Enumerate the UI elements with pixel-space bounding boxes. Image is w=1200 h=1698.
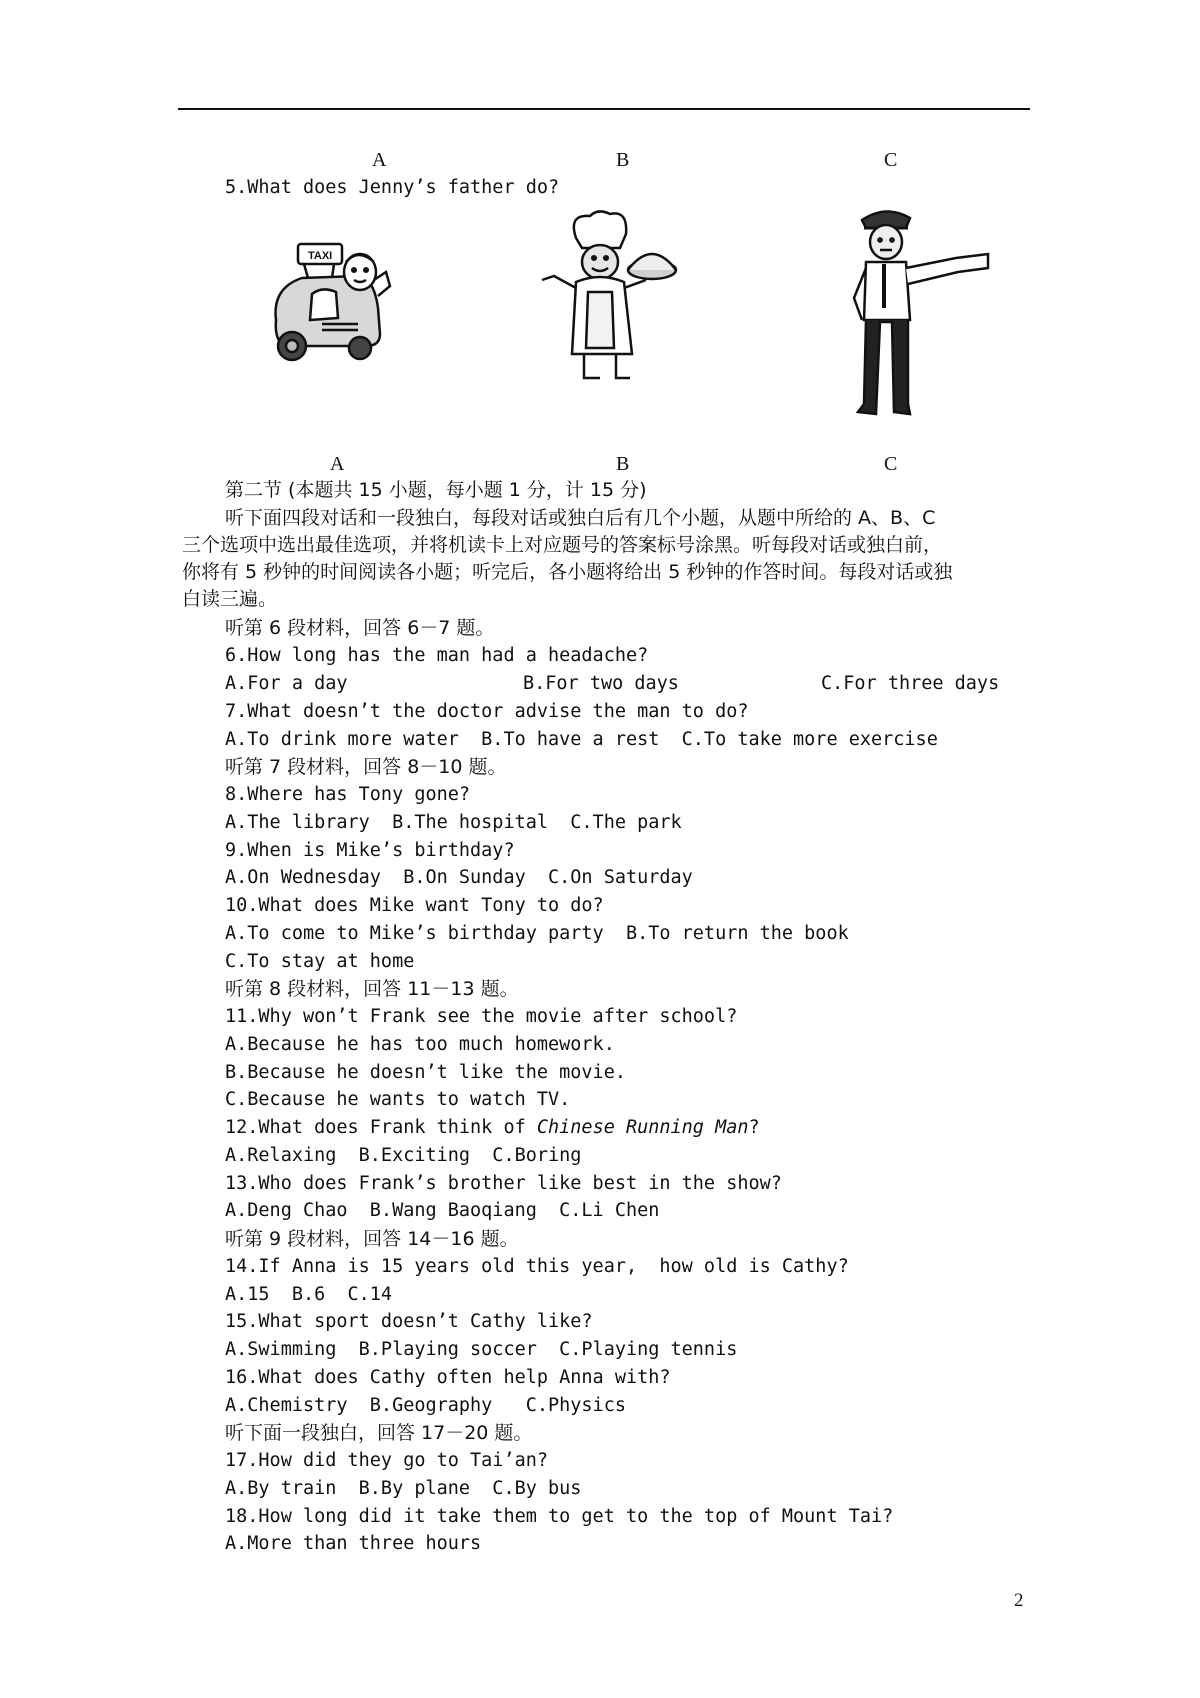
option-label-b: B — [616, 453, 630, 475]
group-heading-9: 听第 9 段材料，回答 14－16 题。 — [225, 1228, 519, 1250]
question-10: 10.What does Mike want Tony to do? — [225, 895, 604, 916]
instructions-line-3: 你将有 5 秒钟的时间阅读各小题；听完后，各小题将给出 5 秒钟的作答时间。每段对话或独 — [182, 561, 953, 583]
question-13: 13.Who does Frank’s brother like best in the show? — [225, 1173, 782, 1194]
q9-options: A.On Wednesday B.On Sunday C.On Saturday — [225, 867, 693, 888]
q6-option-c: C.For three days — [821, 673, 1000, 694]
group-heading-7: 听第 7 段材料，回答 8－10 题。 — [225, 756, 507, 778]
q10-options-line-2: C.To stay at home — [225, 951, 415, 972]
q14-options: A.15 B.6 C.14 — [225, 1284, 393, 1305]
q17-options: A.By train B.By plane C.By bus — [225, 1478, 582, 1499]
question-12-end: ? — [748, 1117, 760, 1138]
option-label-c-top: C — [884, 149, 898, 171]
section-heading: 第二节 (本题共 15 小题，每小题 1 分，计 15 分) — [225, 479, 647, 501]
question-6: 6.How long has the man had a headache? — [225, 645, 649, 666]
option-label-c: C — [884, 453, 898, 475]
option-label-a: A — [330, 453, 345, 475]
page-number: 2 — [1014, 1590, 1024, 1611]
header-rule — [178, 108, 1030, 110]
question-12 — [225, 1116, 760, 1140]
question-18: 18.How long did it take them to get to the top of Mount Tai? — [225, 1506, 894, 1527]
q6-option-a: A.For a day — [225, 673, 348, 694]
question-11: 11.Why won’t Frank see the movie after school? — [225, 1006, 738, 1027]
question-14: 14.If Anna is 15 years old this year, how old is Cathy? — [225, 1256, 849, 1277]
q15-options: A.Swimming B.Playing soccer C.Playing tennis — [225, 1339, 738, 1360]
option-label-b-top: B — [616, 149, 630, 171]
q18-option-a: A.More than three hours — [225, 1533, 482, 1554]
taxi-driver-image — [262, 238, 402, 378]
question-16: 16.What does Cathy often help Anna with? — [225, 1367, 671, 1388]
question-15: 15.What sport doesn’t Cathy like? — [225, 1311, 593, 1332]
group-heading-monologue: 听下面一段独白，回答 17－20 题。 — [225, 1422, 533, 1444]
question-5: 5.What does Jenny’s father do? — [225, 177, 560, 198]
question-7: 7.What doesn’t the doctor advise the man to do? — [225, 701, 749, 722]
police-officer-image — [836, 198, 996, 426]
q6-option-b: B.For two days — [523, 673, 679, 694]
group-heading-8: 听第 8 段材料，回答 11－13 题。 — [225, 978, 519, 1000]
group-heading-6: 听第 6 段材料，回答 6－7 题。 — [225, 617, 495, 639]
show-title: Chinese Running Man — [536, 1117, 749, 1138]
question-8: 8.Where has Tony gone? — [225, 784, 471, 805]
q11-option-b: B.Because he doesn’t like the movie. — [225, 1062, 626, 1083]
instructions-line-1: 听下面四段对话和一段独白，每段对话或独白后有几个小题，从题中所给的 A、B、C — [225, 507, 936, 529]
question-17: 17.How did they go to Tai’an? — [225, 1450, 549, 1471]
q12-options: A.Relaxing B.Exciting C.Boring — [225, 1145, 582, 1166]
q16-options: A.Chemistry B.Geography C.Physics — [225, 1395, 626, 1416]
chef-image — [528, 208, 688, 388]
q7-options: A.To drink more water B.To have a rest C.To take more exercise — [225, 729, 938, 750]
question-12-text: 12.What does Frank think of — [225, 1117, 537, 1138]
q8-options: A.The library B.The hospital C.The park — [225, 812, 682, 833]
instructions-line-2: 三个选项中选出最佳选项，并将机读卡上对应题号的答案标号涂黑。听每段对话或独白前， — [182, 534, 943, 556]
option-label-a-top: A — [372, 149, 387, 171]
instructions-line-4: 白读三遍。 — [182, 588, 278, 610]
q13-options: A.Deng Chao B.Wang Baoqiang C.Li Chen — [225, 1200, 660, 1221]
q11-option-a: A.Because he has too much homework. — [225, 1034, 615, 1055]
q11-option-c: C.Because he wants to watch TV. — [225, 1089, 571, 1110]
q10-options-line-1: A.To come to Mike’s birthday party B.To return the book — [225, 923, 849, 944]
question-9: 9.When is Mike’s birthday? — [225, 840, 515, 861]
svg-text:TAXI: TAXI — [308, 250, 333, 262]
